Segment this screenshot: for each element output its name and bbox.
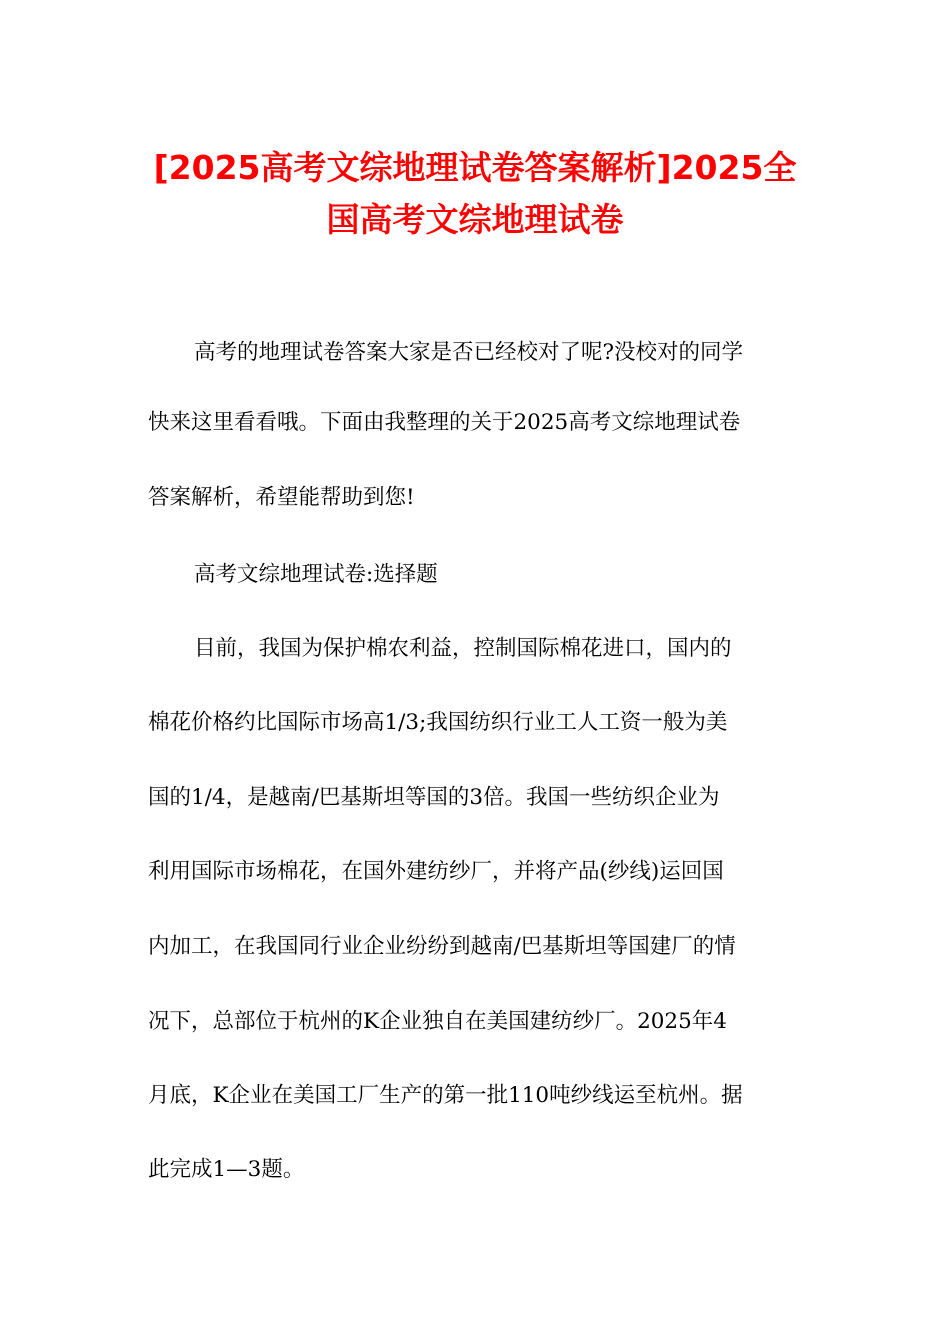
paragraph-line: 答案解析，希望能帮助到您! (148, 485, 415, 510)
paragraph-line: 棉花价格约比国际市场高1/3;我国纺织行业工人工资一般为美 (148, 710, 728, 735)
title-line-1: [2025高考文综地理试卷答案解析]2025全 (153, 148, 797, 187)
document-title (100, 142, 850, 246)
paragraph-line: 利用国际市场棉花，在国外建纺纱厂，并将产品(纱线)运回国 (148, 859, 724, 884)
paragraph-line: 目前，我国为保护棉农利益，控制国际棉花进口，国内的 (194, 636, 732, 661)
paragraph-line: 国的1/4，是越南/巴基斯坦等国的3倍。我国一些纺织企业为 (148, 785, 720, 810)
paragraph-line: 此完成1—3题。 (148, 1157, 305, 1182)
paragraph-line: 高考的地理试卷答案大家是否已经校对了呢?没校对的同学 (194, 340, 744, 365)
paragraph-line: 况下，总部位于杭州的K企业独自在美国建纺纱厂。2025年4 (148, 1009, 727, 1034)
title-line-2: 国高考文综地理试卷 (326, 200, 624, 239)
paragraph-line: 月底，K企业在美国工厂生产的第一批110吨纱线运至杭州。据 (148, 1083, 743, 1108)
section-heading: 高考文综地理试卷:选择题 (194, 562, 438, 587)
paragraph-line: 内加工，在我国同行业企业纷纷到越南/巴基斯坦等国建厂的情 (148, 934, 736, 959)
paragraph-line: 快来这里看看哦。下面由我整理的关于2025高考文综地理试卷 (148, 410, 741, 435)
